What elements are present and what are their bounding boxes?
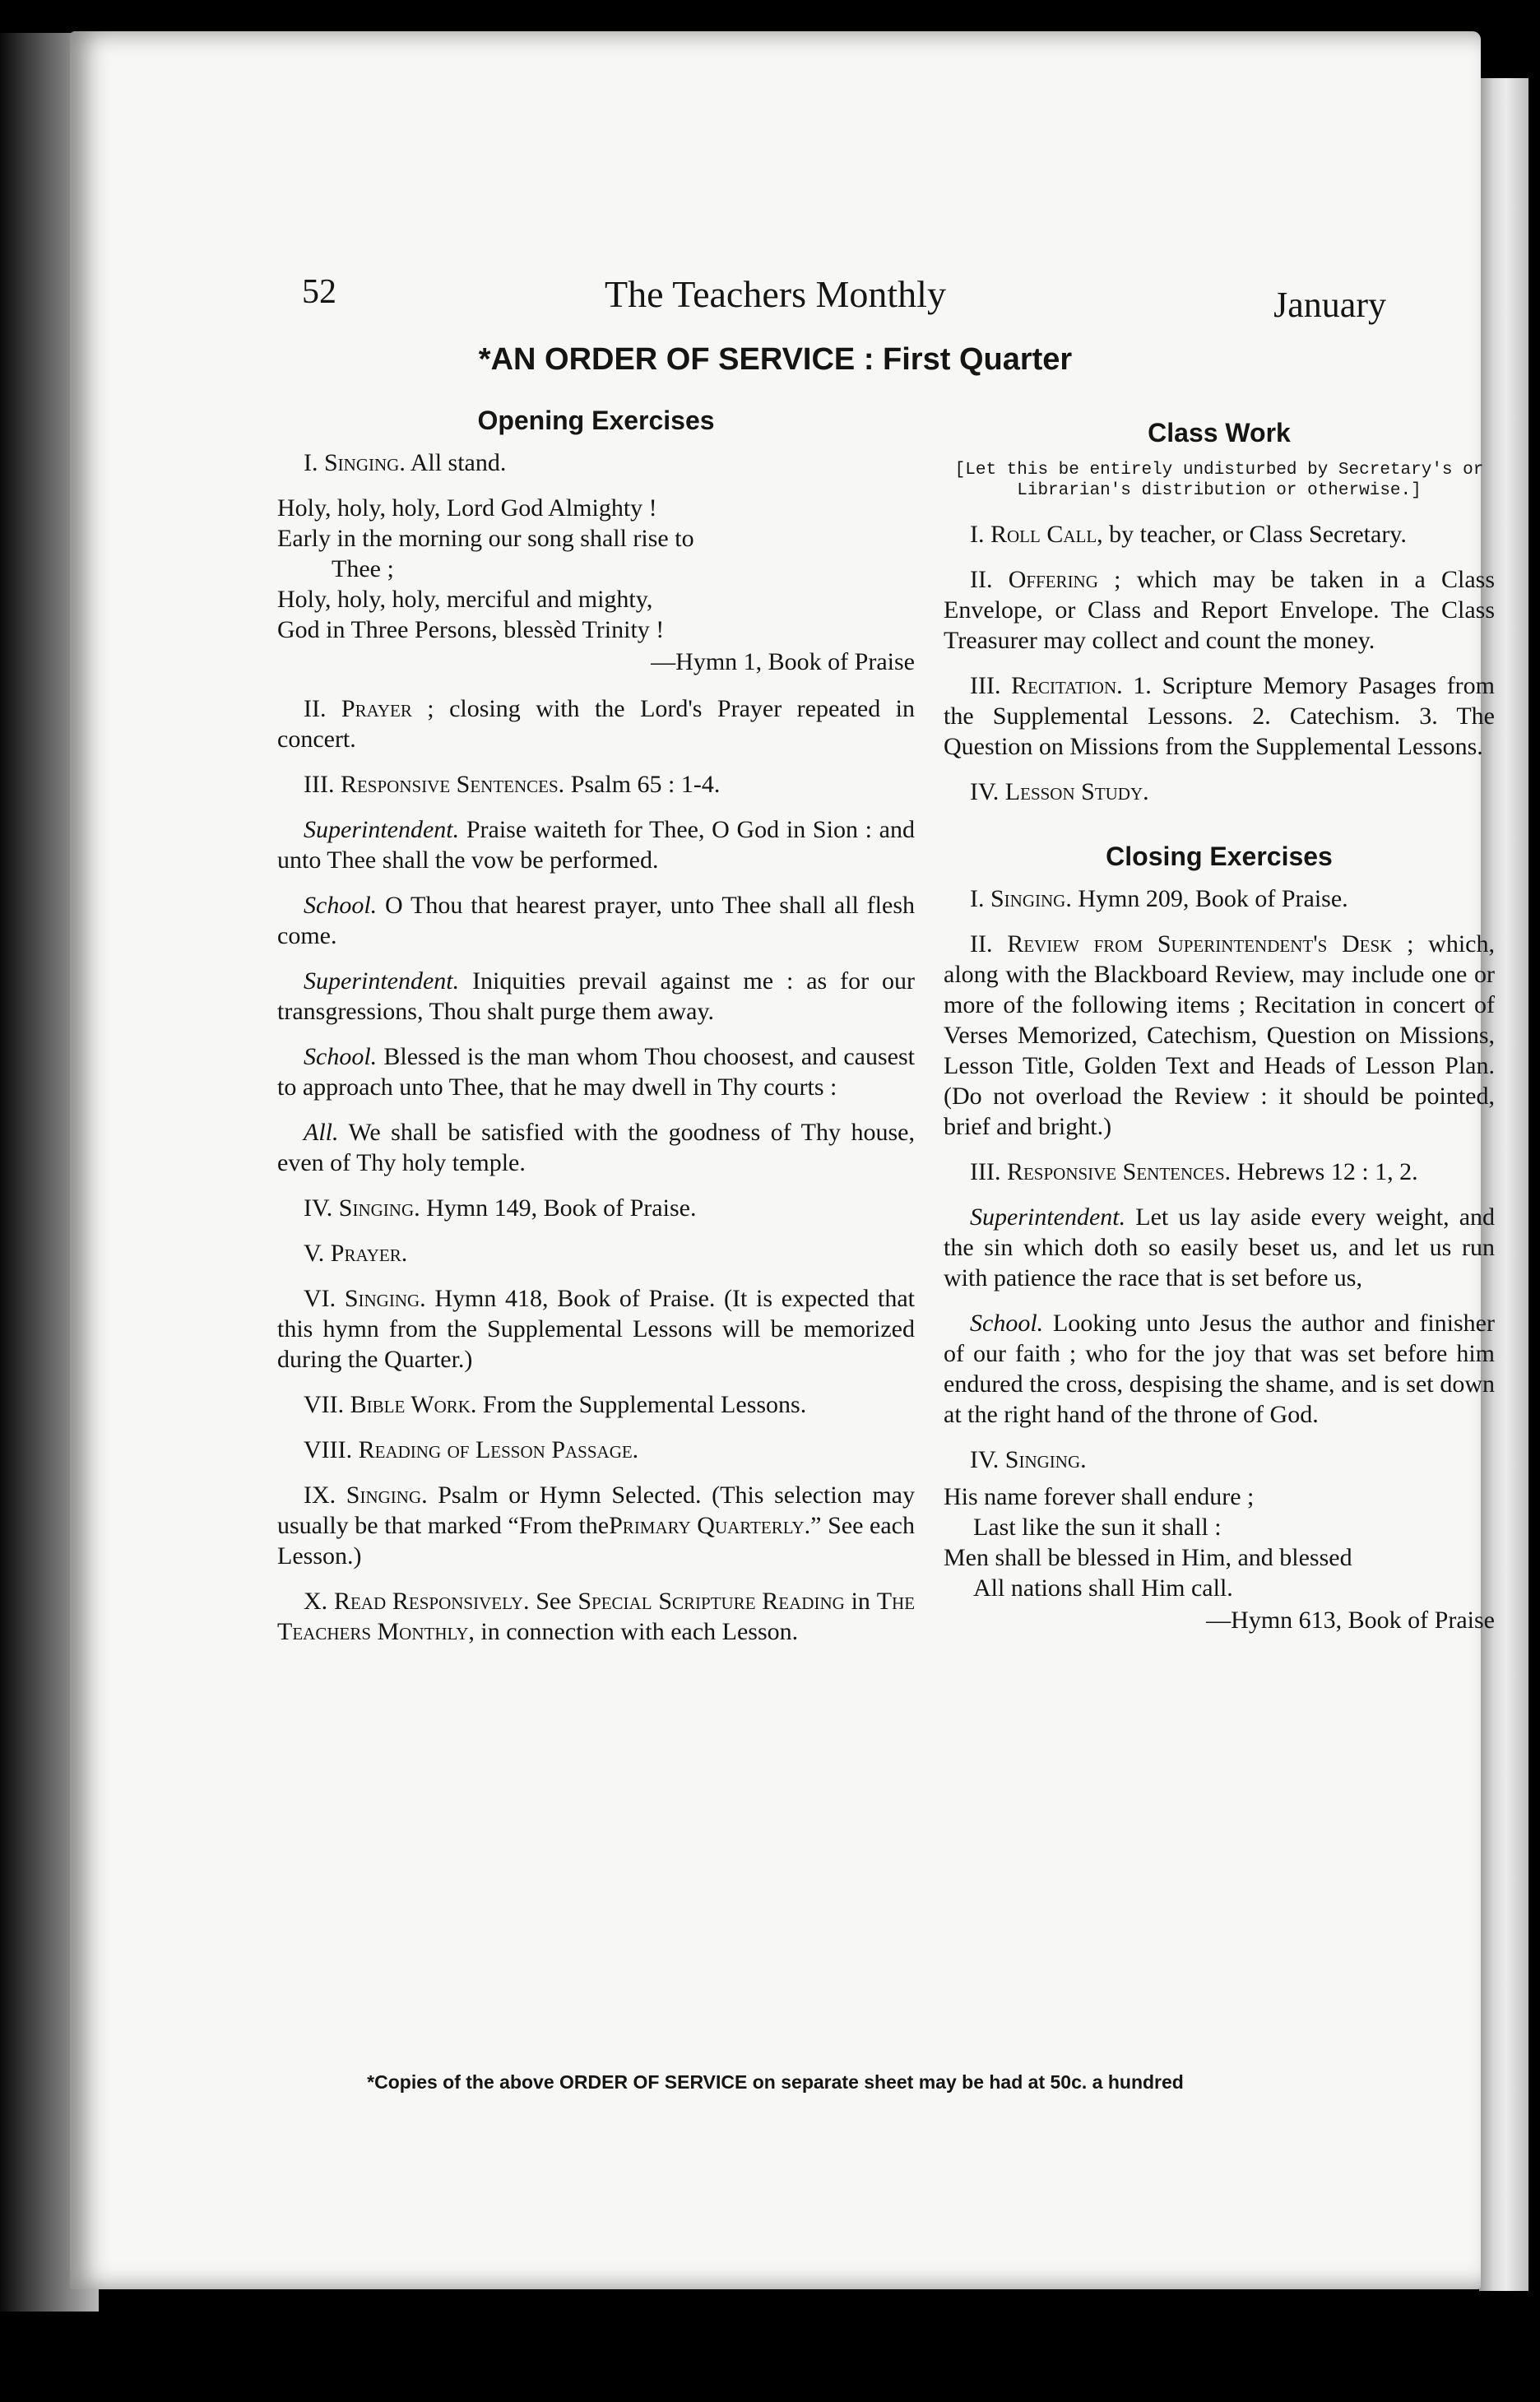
hymn-line: Thee ; (332, 555, 394, 582)
class-lesson-study: IV. Lesson Study. (970, 778, 1149, 805)
book-page (70, 31, 1496, 2289)
document-title: *AN ORDER OF SERVICE : First Quarter (478, 342, 1073, 377)
opening-bible-work: VII. Bible Work. From the Supplemental Lessons. (304, 1391, 807, 1418)
class-recitation: III. Recitation. 1. Scripture Memory Pasages from the Supplemental Lessons. 2. Catechism. 3. The Question on Missions from the Supplemental Lessons. (944, 672, 1496, 760)
opening-exercises-column (277, 406, 915, 1662)
closing-responsive-sentences: III. Responsive Sentences. Hebrews 12 : 1, 2. (970, 1158, 1418, 1185)
closing-review: II. Review from Superintendent's Desk ; which, along with the Blackboard Review, may include one or more of the following items ; Recitation in concert of Verses Memorized, Catechism, Question on Missions, Lesson Title, Golden Text and Heads of Lesson Plan. (Do not overload the Review : it should be pointed, brief and bright.) (944, 930, 1495, 1140)
hymn-line: God in Three Persons, blessèd Trinity ! (277, 616, 665, 643)
opening-singing-1: I. Singing. All stand. (304, 449, 507, 476)
response-school: School. Looking unto Jesus the author and finisher of our faith ; who for the joy that was set before him endured the cross, despising the shame, and is set down at the right hand of the throne of God. (944, 1310, 1495, 1428)
class-roll-call: I. Roll Call, by teacher, or Class Secretary. (970, 521, 1407, 548)
opening-prayer: II. Prayer ; closing with the Lord's Prayer repeated in concert. (277, 695, 916, 753)
opening-prayer-5: V. Prayer. (304, 1240, 408, 1267)
closing-singing-4: IV. Singing. (970, 1446, 1087, 1473)
opening-exercises-heading: Opening Exercises (477, 406, 715, 435)
response-superintendent: Superintendent. Iniquities prevail against me : as for our transgressions, Thou shalt purge them away. (277, 967, 915, 1025)
closing-hymn (944, 1482, 1495, 1635)
page-header (70, 266, 1481, 323)
closing-singing-1: I. Singing. Hymn 209, Book of Praise. (970, 885, 1348, 912)
class-work-note: [Let this be entirely undisturbed by Secretary's or Librarian's distribution or otherwise.] (954, 461, 1484, 500)
opening-responsive-sentences: III. Responsive Sentences. Psalm 65 : 1-4. (304, 771, 721, 798)
hymn-line: Men shall be blessed in Him, and blessed (944, 1544, 1352, 1571)
hymn-line: His name forever shall endure ; (944, 1483, 1255, 1510)
hymn-attribution: —Hymn 613, Book of Praise (1206, 1607, 1495, 1634)
hymn-line: Early in the morning our song shall rise to (277, 525, 694, 552)
class-work-heading: Class Work (1148, 418, 1291, 447)
opening-read-responsively: X. Read Responsively. See Special Scripture Reading in The Teachers Monthly, in connection with each Lesson. (277, 1588, 916, 1645)
footnote: *Copies of the above ORDER OF SERVICE on separate sheet may be had at 50c. a hundred (367, 2071, 1184, 2093)
response-all: All. We shall be satisfied with the goodness of Thy house, even of Thy holy temple. (277, 1119, 915, 1176)
closing-exercises-heading: Closing Exercises (1106, 842, 1333, 871)
opening-singing-4: IV. Singing. Hymn 149, Book of Praise. (304, 1194, 697, 1222)
response-school: School. Blessed is the man whom Thou choosest, and causest to approach unto Thee, that he may dwell in Thy courts : (277, 1043, 915, 1101)
opening-singing-6: VI. Singing. Hymn 418, Book of Praise. (It is expected that this hymn from the Supplemental Lessons will be memorized during the Quarter.) (277, 1285, 915, 1373)
running-title: The Teachers Monthly (605, 273, 946, 315)
hymn-line: All nations shall Him call. (973, 1574, 1233, 1602)
right-column (944, 418, 1495, 1652)
opening-singing-9: IX. Singing. Psalm or Hymn Selected. (This selection may usually be that marked “From thePrimary Quarterly.” See each Lesson.) (277, 1482, 915, 1570)
page-number: 52 (302, 273, 336, 311)
response-superintendent: Superintendent. Let us lay aside every weight, and the sin which doth so easily beset us, and let us run with patience the race that is set before us, (944, 1203, 1496, 1291)
hymn-line: Last like the sun it shall : (973, 1514, 1222, 1541)
opening-hymn (277, 493, 915, 677)
response-school: School. O Thou that hearest prayer, unto Thee shall all flesh come. (277, 892, 916, 949)
response-superintendent: Superintendent. Praise waiteth for Thee, O God in Sion : and unto Thee shall the vow be performed. (277, 816, 915, 874)
issue-month: January (1273, 285, 1386, 325)
hymn-attribution: —Hymn 1, Book of Praise (651, 648, 915, 675)
hymn-line: Holy, holy, holy, Lord God Almighty ! (277, 494, 657, 522)
class-offering: II. Offering ; which may be taken in a Class Envelope, or Class and Report Envelope. The Class Treasurer may collect and count the money. (944, 566, 1495, 654)
opening-reading-lesson-passage: VIII. Reading of Lesson Passage. (304, 1436, 639, 1463)
hymn-line: Holy, holy, holy, merciful and mighty, (277, 586, 653, 613)
